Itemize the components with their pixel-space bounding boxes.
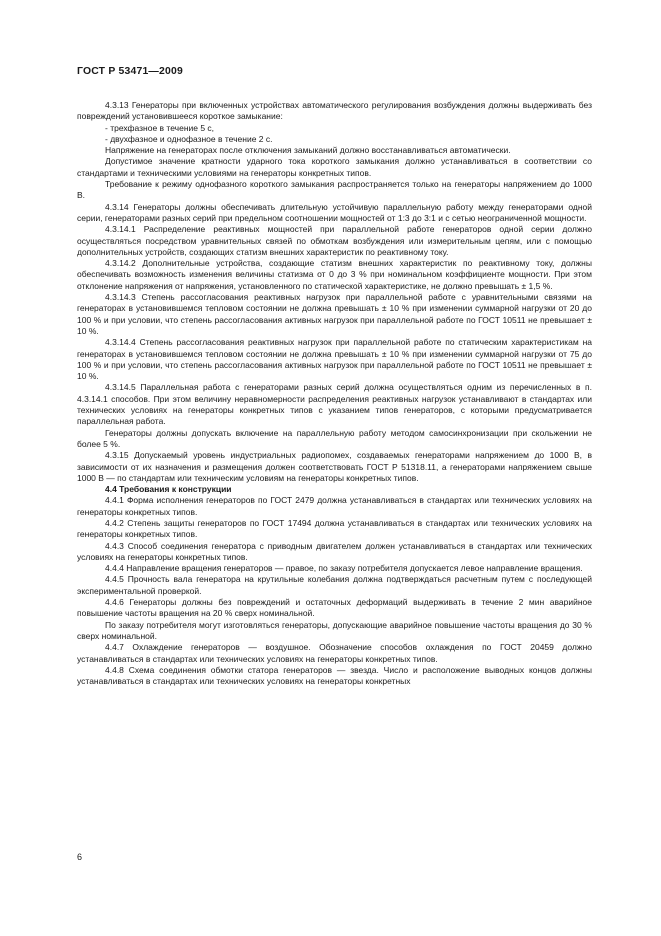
paragraph: 4.4.8 Схема соединения обмотки статора генераторов — звезда. Число и расположение выводных концов должны устанавливаться в стандартах или технических условиях на генераторы конкретных bbox=[77, 664, 592, 687]
paragraph: 4.3.15 Допускаемый уровень индустриальных радиопомех, создаваемых генераторами напряжением до 1000 В, в зависимости от их назначения и размещения должен соответствовать ГОСТ Р 51318.11, а генераторами напряжением свыше 1000 В — по стандартам или техническим условиям на генераторы конкретных типов. bbox=[77, 450, 592, 483]
list-item: - трехфазное в течение 5 с, bbox=[105, 122, 215, 133]
paragraph: 4.3.14.2 Дополнительные устройства, создающие статизм внешних характеристик по реактивному току, должны обеспечивать возможность изменения величины статизма от 0 до 3 % при номинальном коэффициенте мощности. При этом отклонение напряжения от напряжения, установленного по статической характеристике, не должно превышать ± 1,5 %. bbox=[77, 258, 592, 291]
paragraph: 4.4.7 Охлаждение генераторов — воздушное. Обозначение способов охлаждения по ГОСТ 20459 должно устанавливаться в стандартах или технических условиях на генераторы конкретных типов. bbox=[77, 642, 592, 664]
paragraph: Напряжение на генераторах после отключения замыканий должно восстанавливаться автоматически. bbox=[105, 145, 511, 156]
paragraph: 4.4.1 Форма исполнения генераторов по ГОСТ 2479 должна устанавливаться в стандартах или технических условиях на генераторы конкретных типов. bbox=[77, 495, 592, 517]
paragraph: 4.3.14.4 Степень рассогласования реактивных нагрузок при параллельной работе по статическим характеристикам на генераторах в установившемся тепловом состоянии не должна превышать ± 10 % при изменении суммарной нагрузки от 75 до 100 % и при условии, что степень рассогласования активных нагрузок при параллельной работе по ГОСТ 10511 не превышает ± 10 %. bbox=[77, 337, 592, 382]
paragraph: Генераторы должны допускать включение на параллельную работу методом самосинхронизации при скольжении не более 5 %. bbox=[77, 427, 592, 449]
paragraph: 4.4.5 Прочность вала генератора на крутильные колебания должна подтверждаться расчетным путем с последующей экспериментальной проверкой. bbox=[77, 574, 592, 596]
paragraph: 4.3.14 Генераторы должны обеспечивать длительную устойчивую параллельную работу между генераторами одной серии, генераторами разных серий при предельном соотношении мощностей от 1:3 до 3:1 и с сетью неограниченной мощности. bbox=[77, 201, 592, 223]
paragraph: По заказу потребителя могут изготовляться генераторы, допускающие аварийное повышение частоты вращения до 30 % сверх номинальной. bbox=[77, 619, 592, 641]
document-header: ГОСТ Р 53471—2009 bbox=[77, 66, 183, 77]
section-heading: 4.4 Требования к конструкции bbox=[105, 484, 232, 495]
paragraph: Требование к режиму однофазного короткого замыкания распространяется только на генераторы напряжением до 1000 В. bbox=[77, 179, 592, 201]
paragraph: 4.3.14.1 Распределение реактивных мощностей при параллельной работе генераторов одной серии должно осуществляться посредством уравнительных связей по обмоткам возбуждения или измерительным цепям, или с помощью дополнительных устройств, создающих статизм внешних характеристик по реактивному току. bbox=[77, 224, 592, 257]
paragraph: 4.3.14.5 Параллельная работа с генераторами разных серий должна осуществляться одним из перечисленных в п. 4.3.14.1 способов. При этом величину неравномерности распределения реактивных нагрузок устанавливают в стандартах или технических условиях на генераторы конкретных типов с указанием типов генераторов, с которыми предусматривается параллельная работа. bbox=[77, 382, 592, 427]
paragraph: 4.4.2 Степень защиты генераторов по ГОСТ 17494 должна устанавливаться в стандартах или технических условиях на генераторы конкретных типов. bbox=[77, 517, 592, 540]
paragraph: 4.3.14.3 Степень рассогласования реактивных нагрузок при параллельной работе с уравнительными связями на генераторах в установившемся тепловом состоянии не должна превышать ± 10 % при изменении суммарной нагрузки от 20 до 100 % и при условии, что степень рассогласования активных нагрузок при параллельной работе по ГОСТ 10511 не превышает ± 10 %. bbox=[77, 292, 592, 336]
document-body bbox=[77, 100, 592, 687]
page-number: 6 bbox=[77, 852, 83, 862]
paragraph: 4.4.6 Генераторы должны без повреждений и остаточных деформаций выдерживать в течение 2 мин аварийное повышение частоты вращения на 20 % сверх номинальной. bbox=[77, 597, 592, 619]
paragraph: 4.4.3 Способ соединения генератора с приводным двигателем должен устанавливаться в стандартах или технических условиях на генераторы конкретных типов. bbox=[77, 540, 592, 562]
list-item: - двухфазное и однофазное в течение 2 с. bbox=[105, 133, 273, 144]
paragraph: 4.3.13 Генераторы при включенных устройствах автоматического регулирования возбуждения должны выдерживать без повреждений установившееся короткое замыкание: bbox=[77, 100, 592, 122]
paragraph: Допустимое значение кратности ударного тока короткого замыкания должно устанавливаться в соответствии со стандартами и техническими условиями на генераторы конкретных типов. bbox=[77, 156, 592, 178]
paragraph: 4.4.4 Направление вращения генераторов — правое, по заказу потребителя допускается левое направление вращения. bbox=[105, 563, 583, 574]
